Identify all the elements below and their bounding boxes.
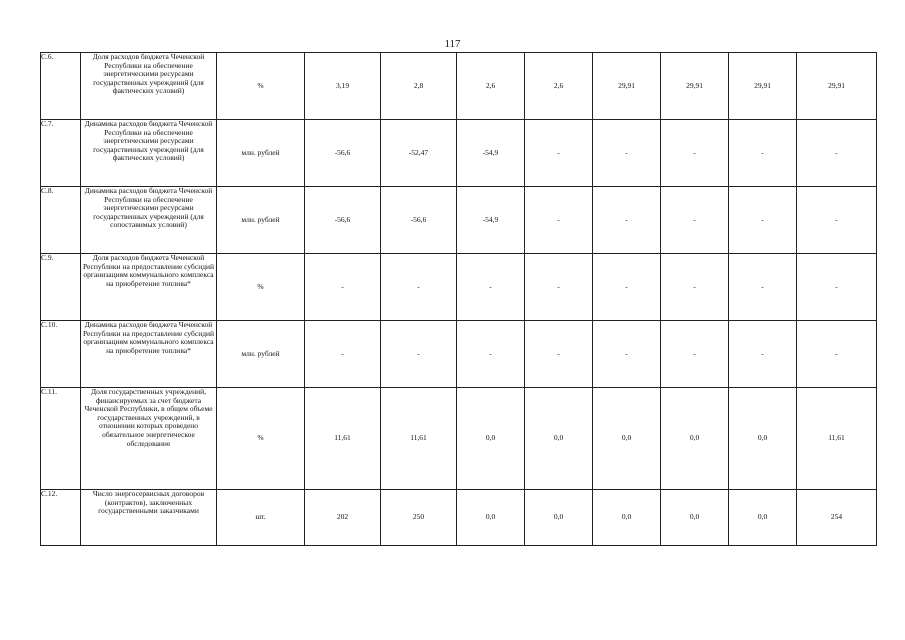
row-value: 29,91 [729, 53, 797, 120]
row-value: 0,0 [729, 388, 797, 490]
row-value: - [797, 254, 877, 321]
row-value: - [729, 120, 797, 187]
row-value: -54,9 [457, 120, 525, 187]
row-value: 11,61 [381, 388, 457, 490]
table-row [41, 53, 877, 120]
row-value: - [797, 187, 877, 254]
row-value: -56,6 [305, 187, 381, 254]
row-description: Доля расходов бюджета Чеченской Республики на предоставление субсидий организациям коммунального комплекса на приобретение топлива* [81, 254, 217, 321]
row-code: С.11. [41, 388, 81, 490]
table-row [41, 120, 877, 187]
row-value: 0,0 [525, 388, 593, 490]
row-value: - [381, 254, 457, 321]
row-unit: млн. рублей [217, 187, 305, 254]
row-value: 0,0 [661, 388, 729, 490]
row-unit: шт. [217, 490, 305, 546]
row-value: - [797, 321, 877, 388]
row-value: 29,91 [797, 53, 877, 120]
row-value: - [381, 321, 457, 388]
row-value: - [729, 321, 797, 388]
row-value: 2,8 [381, 53, 457, 120]
row-value: 0,0 [593, 490, 661, 546]
row-value: 0,0 [593, 388, 661, 490]
table-row [41, 254, 877, 321]
row-value: 254 [797, 490, 877, 546]
row-description: Доля государственных учреждений, финансируемых за счет бюджета Чеченской Республики, в общем объеме государственных учреждений, в отношении которых проведено обязательное энергетическое обследование [81, 388, 217, 490]
row-value: - [525, 120, 593, 187]
row-unit: млн. рублей [217, 120, 305, 187]
row-unit: % [217, 388, 305, 490]
row-value: 29,91 [593, 53, 661, 120]
row-value: - [661, 254, 729, 321]
row-value: - [729, 187, 797, 254]
row-value: 0,0 [525, 490, 593, 546]
row-value: - [661, 120, 729, 187]
row-code: С.8. [41, 187, 81, 254]
row-value: 202 [305, 490, 381, 546]
indicators-table [40, 52, 877, 546]
row-code: С.12. [41, 490, 81, 546]
row-value: - [305, 321, 381, 388]
row-value: -56,6 [381, 187, 457, 254]
row-description: Динамика расходов бюджета Чеченской Республики на обеспечение энергетическими ресурсами государственных учреждений (для сопоставимых условий) [81, 187, 217, 254]
row-value: 0,0 [457, 388, 525, 490]
row-value: 250 [381, 490, 457, 546]
row-value: -54,9 [457, 187, 525, 254]
row-code: С.9. [41, 254, 81, 321]
row-value: - [525, 321, 593, 388]
row-value: - [525, 254, 593, 321]
row-value: - [797, 120, 877, 187]
row-unit: % [217, 254, 305, 321]
row-value: - [457, 254, 525, 321]
page-number: 117 [444, 38, 461, 50]
row-value: -52,47 [381, 120, 457, 187]
row-value: 0,0 [661, 490, 729, 546]
row-value: 0,0 [729, 490, 797, 546]
table-row [41, 187, 877, 254]
row-value: - [593, 120, 661, 187]
row-code: С.6. [41, 53, 81, 120]
row-value: - [593, 254, 661, 321]
row-description: Динамика расходов бюджета Чеченской Республики на обеспечение энергетическими ресурсами государственных учреждений (для фактических условий) [81, 120, 217, 187]
row-description: Доля расходов бюджета Чеченской Республики на обеспечение энергетическими ресурсами государственных учреждений (для фактических условий) [81, 53, 217, 120]
row-value: -56,6 [305, 120, 381, 187]
row-unit: млн. рублей [217, 321, 305, 388]
row-value: - [305, 254, 381, 321]
row-value: - [593, 187, 661, 254]
row-value: 2,6 [457, 53, 525, 120]
row-value: 29,91 [661, 53, 729, 120]
row-value: 2,6 [525, 53, 593, 120]
table-row [41, 388, 877, 490]
row-value: - [661, 321, 729, 388]
table-row [41, 490, 877, 546]
row-value: - [729, 254, 797, 321]
row-code: С.10. [41, 321, 81, 388]
row-value: 11,61 [797, 388, 877, 490]
row-value: 3,19 [305, 53, 381, 120]
row-value: - [661, 187, 729, 254]
row-description: Число энергосервисных договоров (контрактов), заключенных государственными заказчиками [81, 490, 217, 546]
row-unit: % [217, 53, 305, 120]
row-value: 11,61 [305, 388, 381, 490]
row-value: - [525, 187, 593, 254]
row-code: С.7. [41, 120, 81, 187]
table-row [41, 321, 877, 388]
row-value: 0,0 [457, 490, 525, 546]
row-description: Динамика расходов бюджета Чеченской Республики на предоставление субсидий организациям коммунального комплекса на приобретение топлива* [81, 321, 217, 388]
row-value: - [457, 321, 525, 388]
row-value: - [593, 321, 661, 388]
